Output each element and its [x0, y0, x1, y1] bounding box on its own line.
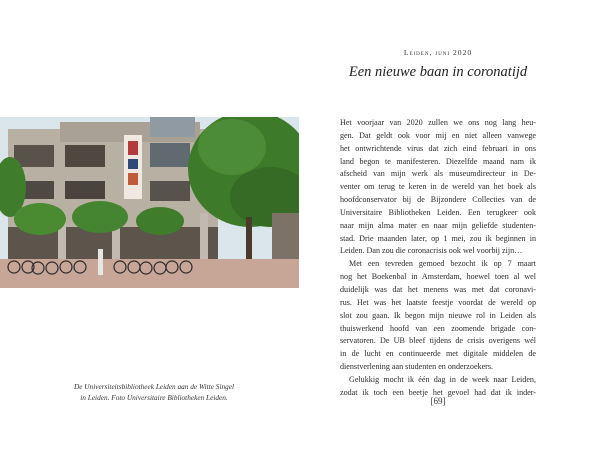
body-line: Met een tevreden gemoed bezocht ik op 7 maart [349, 259, 536, 269]
body-line: Het voorjaar van 2020 zullen we ons nog lang heu- [340, 118, 536, 127]
body-line: duidelijk was dat het menens was met dat coronavi- [340, 284, 536, 294]
body-line: dienstverlening aan studenten en onderzoekers. [340, 362, 494, 372]
body-line: Universitaire Bibliotheken Leiden. Een terugkeer ook [340, 207, 536, 217]
body-text [340, 117, 536, 400]
photo-caption [40, 381, 268, 403]
chapter-title: Een nieuwe baan in coronatijd [348, 64, 528, 80]
body-line: Gelukkig mocht ik één dag in de week naar Leiden, [349, 374, 536, 384]
caption-line-1: De Universiteitsbibliotheek Leiden aan de Witte Singel [73, 382, 235, 391]
body-line: thuiswerkend hoofd van een zoomende brigade con- [340, 323, 536, 333]
body-line: servatoren. De UB bleef tijdens de crisis overigens wél [340, 336, 536, 346]
body-line: land begon te manifesteren. Diezelfde maand nam ik [340, 156, 536, 166]
running-head: Leiden, juni 2020 [403, 48, 473, 57]
body-line: gen. Dat geldt ook voor mij en niet alleen vanwege [340, 130, 536, 140]
body-line: afscheid van mijn werk als museumdirecteur in De- [340, 169, 536, 179]
page-number: [69] [430, 396, 446, 406]
body-line: zodat ik toch een beetje het gevoel had dat ik inder- [340, 387, 536, 397]
body-line: venter om terug te keren in de wereld van het boek als [340, 182, 536, 192]
body-line: rus. Het was het laatste feestje voordat de wereld op [340, 297, 536, 307]
body-line: Leiden. Dan zou die coronacrisis ook wel voorbij zijn… [340, 246, 523, 256]
body-line: nog het Boekenbal in Amsterdam, hoewel toen al wel [340, 272, 536, 282]
body-line: slot zou gaan. Ik begon mijn nieuwe rol in Leiden als [340, 310, 536, 320]
body-line: in de lucht en continueerde met digitale middelen de [340, 349, 536, 359]
library-photo [0, 117, 299, 288]
body-line: naar mijn alma mater en naar mijn geliefde studenten- [340, 220, 536, 230]
body-line: hoofdconservator bij de Bijzondere Collecties van de [340, 195, 536, 205]
caption-line-2: in Leiden. Foto Universitaire Bibliotheken Leiden. [80, 393, 228, 402]
body-line: het ontwrichtende virus dat zich eind februari in ons [340, 143, 536, 153]
body-line: stad. Drie maanden later, op 1 mei, zou ik beginnen in [340, 233, 536, 243]
